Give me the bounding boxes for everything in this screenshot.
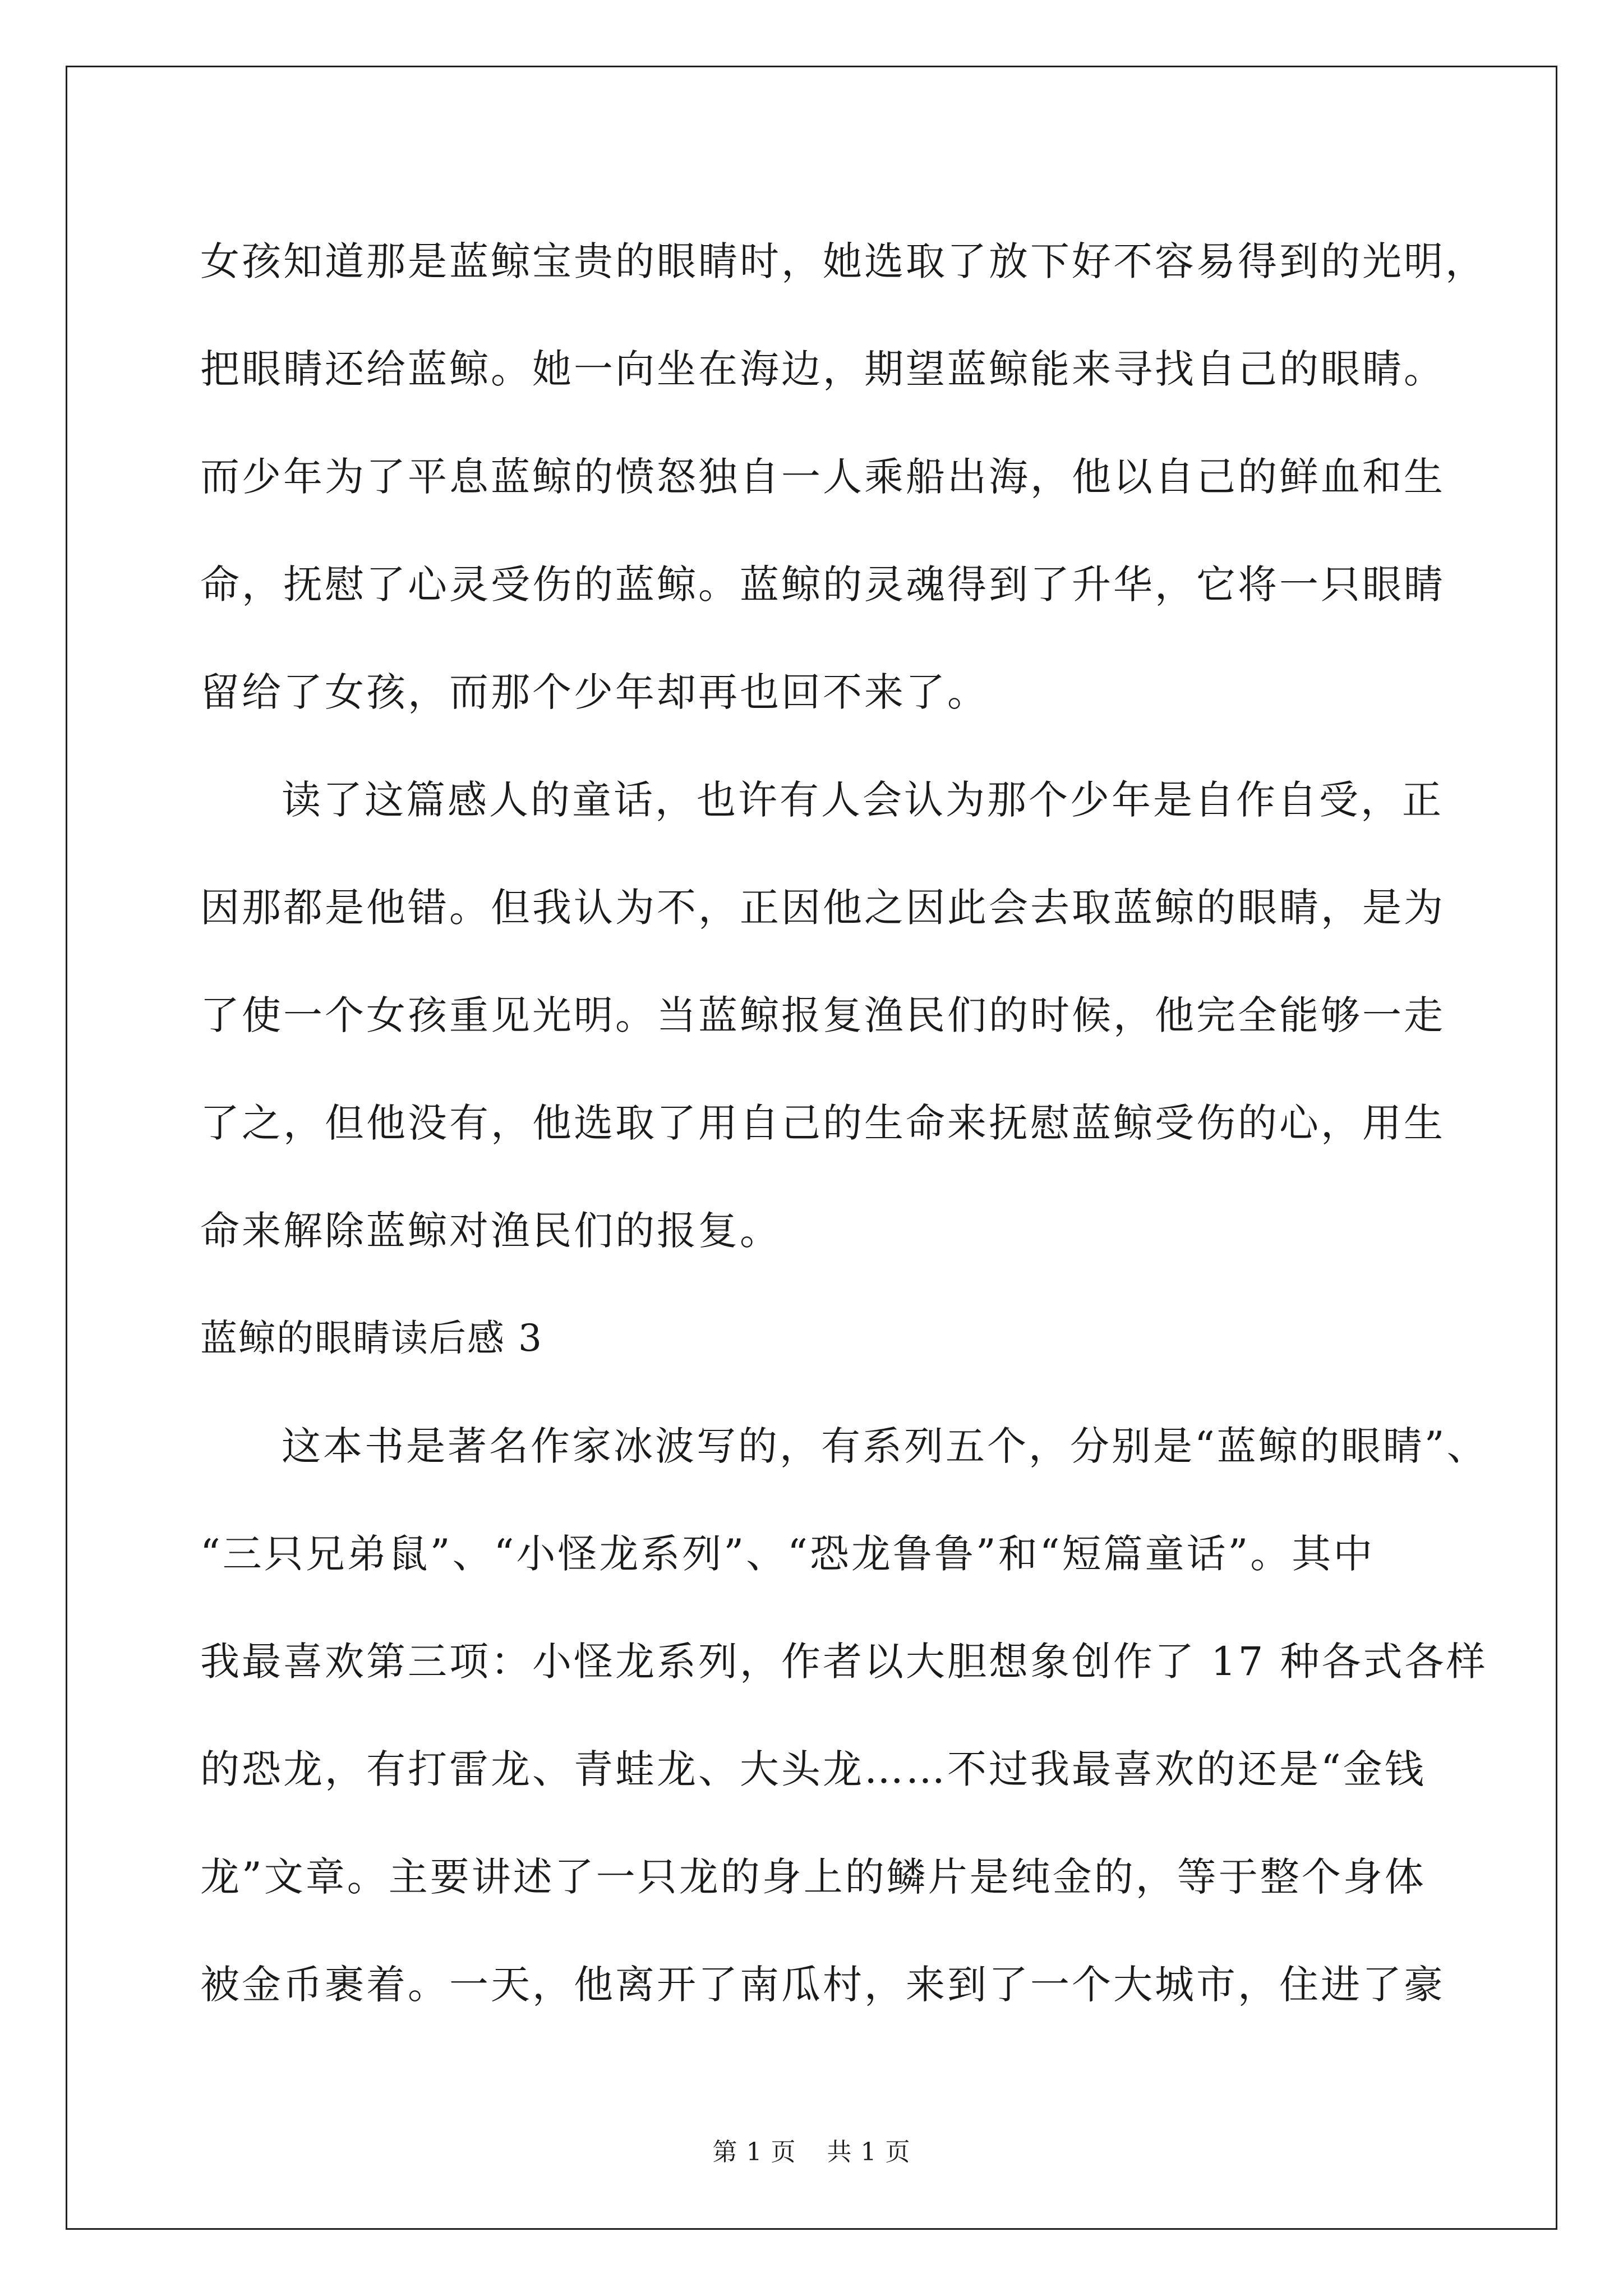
text-line: 了之，但他没有，他选取了用自己的生命来抚慰蓝鲸受伤的心，用生 [200, 1100, 1445, 1146]
text-line: 命来解除蓝鲸对渔民们的报复。 [200, 1208, 781, 1254]
text-line: 我最喜欢第三项：小怪龙系列，作者以大胆想象创作了 17 种各式各样 [200, 1639, 1488, 1685]
text-line: 的恐龙，有打雷龙、青蛙龙、大头龙……不过我最喜欢的还是“金钱 [200, 1746, 1426, 1792]
text-line: “三只兄弟鼠”、“小怪龙系列”、“恐龙鲁鲁”和“短篇童话”。其中 [200, 1531, 1375, 1577]
text-line: 被金币裹着。一天，他离开了南瓜村，来到了一个大城市，住进了豪 [200, 1962, 1445, 2008]
text-line: 留给了女孩，而那个少年却再也回不来了。 [200, 669, 989, 715]
text-line: 命，抚慰了心灵受伤的蓝鲸。蓝鲸的灵魂得到了升华，它将一只眼睛 [200, 562, 1445, 608]
page-number-current: 第 1 页 [712, 2138, 796, 2166]
page-footer [0, 2132, 1623, 2168]
paragraph-start-line: 读了这篇感人的童话，也许有人会认为那个少年是自作自受，正 [282, 777, 1444, 823]
document-body [200, 208, 1488, 2039]
text-line: 了使一个女孩重见光明。当蓝鲸报复渔民们的时候，他完全能够一走 [200, 992, 1445, 1038]
text-line: 把眼睛还给蓝鲸。她一向坐在海边，期望蓝鲸能来寻找自己的眼睛。 [200, 346, 1445, 392]
text-line: 因那都是他错。但我认为不，正因他之因此会去取蓝鲸的眼睛，是为 [200, 885, 1445, 931]
text-line: 而少年为了平息蓝鲸的愤怒独自一人乘船出海，他以自己的鲜血和生 [200, 454, 1445, 500]
paragraph-start-line: 这本书是著名作家冰波写的，有系列五个，分别是“蓝鲸的眼睛”、 [282, 1423, 1488, 1469]
text-line: 龙”文章。主要讲述了一只龙的身上的鳞片是纯金的，等于整个身体 [200, 1854, 1426, 1900]
text-line: 女孩知道那是蓝鲸宝贵的眼睛时，她选取了放下好不容易得到的光明， [200, 238, 1487, 284]
section-heading: 蓝鲸的眼睛读后感 3 [200, 1317, 543, 1360]
page-number-total: 共 1 页 [827, 2138, 911, 2166]
